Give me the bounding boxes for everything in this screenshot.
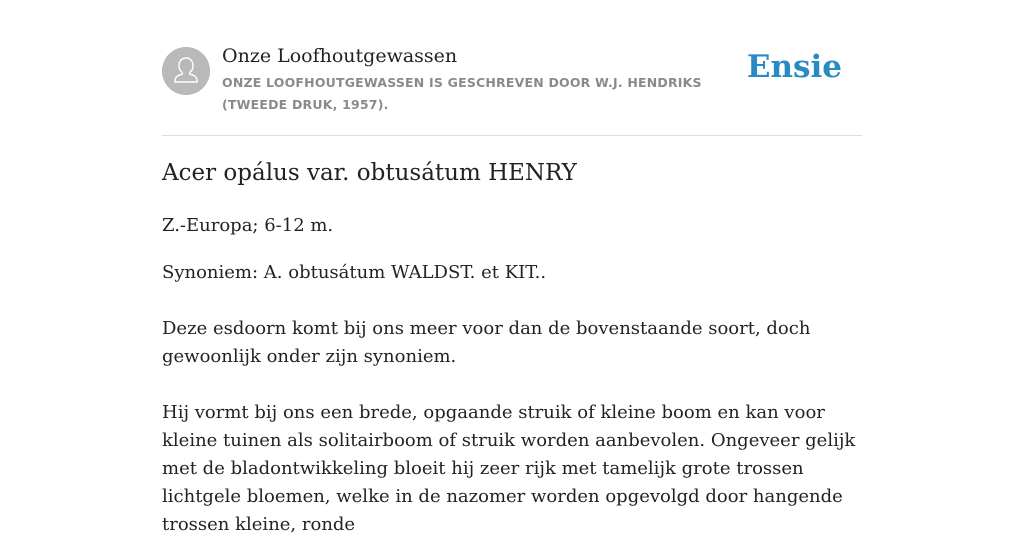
entry-paragraph: Hij vormt bij ons een brede, opgaande struik of kleine boom en kan voor kleine tuinen als solitairboom of struik worden aanbevolen. Ongeveer gelijk met de bladontwikkeling bloeit hij zeer rijk met tamelijk grote trossen lichtgele bloemen, welke in de nazomer worden opgevolgd door hangende trossen kleine, ronde xyxy=(162,402,856,535)
entry-origin: Z.-Europa; 6-12 m. xyxy=(162,215,334,236)
ensie-logo-link[interactable]: Ensie xyxy=(746,49,842,85)
user-silhouette-icon xyxy=(162,47,210,95)
source-title[interactable]: Onze Loofhoutgewassen xyxy=(222,45,458,67)
source-header xyxy=(162,0,862,136)
page xyxy=(162,0,862,535)
entry-paragraph: Deze esdoorn komt bij ons meer voor dan de bovenstaande soort, doch gewoonlijk onder zijn synoniem. xyxy=(162,318,811,367)
entry-synonym: Synoniem: A. obtusátum WALDST. et KIT.. xyxy=(162,262,547,283)
entry-title: Acer opálus var. obtusátum HENRY xyxy=(162,160,577,186)
source-description: ONZE LOOFHOUTGEWASSEN IS GESCHREVEN DOOR W.J. HENDRIKS (TWEEDE DRUK, 1957). xyxy=(222,75,702,112)
